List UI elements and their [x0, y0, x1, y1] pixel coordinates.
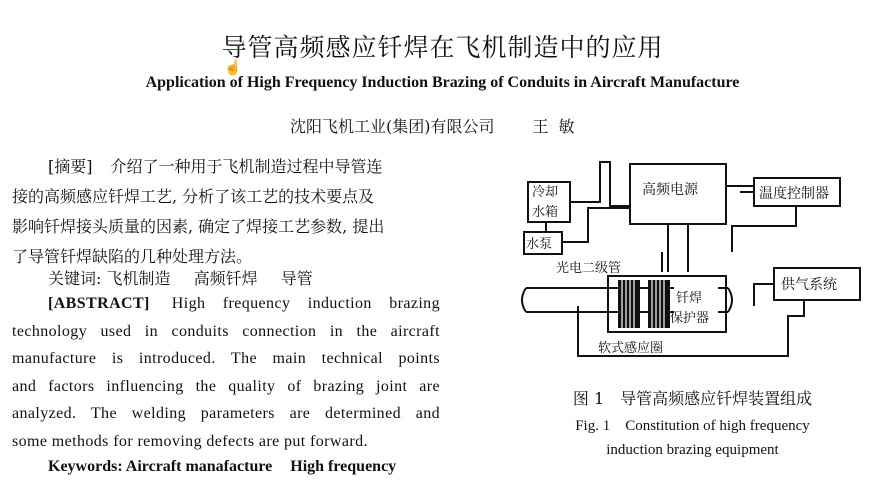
- author-line: [290, 114, 585, 137]
- abstract-chinese: [12, 152, 440, 272]
- conduit-end-right: [728, 288, 732, 312]
- conduit-end-left: [522, 288, 526, 312]
- label-power-supply: 高频电源: [642, 182, 698, 198]
- abstract-en-label: [ABSTRACT]: [48, 295, 150, 312]
- abstract-en-line: High frequency induction brazing: [171, 295, 440, 312]
- abstract-en-line: technology used in conduits connection in the aircraft: [12, 322, 440, 340]
- paper-title-chinese: 导管高频感应钎焊在飞机制造中的应用: [221, 33, 664, 62]
- label-protector-1: 钎焊: [676, 291, 703, 306]
- keyword-cn: 高频钎焊: [193, 269, 258, 288]
- label-cooling-tank-1: 冷却: [532, 185, 559, 200]
- brazing-equipment-diagram: [518, 156, 863, 366]
- abstract-cn-line: 接的高频感应钎焊工艺, 分析了该工艺的技术要点及: [12, 187, 375, 206]
- abstract-en-line: some methods for removing defects are put forward.: [12, 432, 368, 450]
- affiliation: 沈阳飞机工业(集团)有限公司: [290, 117, 495, 136]
- abstract-en-line: and factors influencing the quality of brazing joint are: [12, 377, 440, 395]
- label-cooling-tank-2: 水箱: [532, 205, 559, 220]
- label-protector-2: 保护器: [670, 311, 710, 326]
- abstract-cn-label: [摘要]: [48, 157, 93, 176]
- label-soft-coil: 软式感应圈: [598, 341, 664, 356]
- abstract-cn-line: 影响钎焊接头质量的因素, 确定了焊接工艺参数, 提出: [12, 217, 385, 236]
- figure-caption-english-line1: Fig. 1 Constitution of high frequency: [575, 418, 810, 434]
- label-photodiode: 光电二级管: [556, 261, 622, 276]
- keyword-cn: 导管: [280, 269, 313, 288]
- label-temp-controller: 温度控制器: [759, 186, 829, 202]
- abstract-english: [12, 290, 440, 456]
- paper-title-english: Application of High Frequency Induction Brazing of Conduits in Aircraft Manufacture: [145, 74, 740, 91]
- abstract-en-line: analyzed. The welding parameters are determined and: [12, 405, 440, 423]
- author-name: 王敏: [532, 117, 585, 136]
- keyword-en: Aircraft manafacture: [125, 458, 273, 475]
- pump-to-power-line: [562, 208, 630, 242]
- label-water-pump: 水泵: [526, 237, 553, 252]
- hand-cursor-icon: ☝: [224, 60, 242, 76]
- figure-caption-chinese: 图 1 导管高频感应钎焊装置组成: [572, 389, 813, 408]
- controller-to-photodiode-line: [732, 206, 796, 252]
- abstract-en-line: manufacture is introduced. The main technical points: [12, 350, 440, 368]
- label-gas-supply: 供气系统: [781, 277, 837, 293]
- abstract-cn-line: 介绍了一种用于飞机制造过程中导管连: [110, 157, 383, 176]
- gas-to-protector-line: [754, 284, 774, 306]
- keyword-en: High frequency: [290, 458, 397, 475]
- keywords-en-label: Keywords:: [48, 458, 123, 475]
- keyword-cn: 飞机制造: [106, 269, 171, 288]
- keywords-english: [48, 458, 410, 476]
- abstract-cn-line: 了导管钎焊缺陷的几种处理方法。: [12, 247, 253, 266]
- figure-caption-english-line2: induction brazing equipment: [606, 442, 779, 458]
- cooling-to-power-line: [570, 162, 630, 206]
- keywords-chinese: [48, 266, 331, 289]
- keywords-cn-label: 关键词:: [48, 269, 102, 288]
